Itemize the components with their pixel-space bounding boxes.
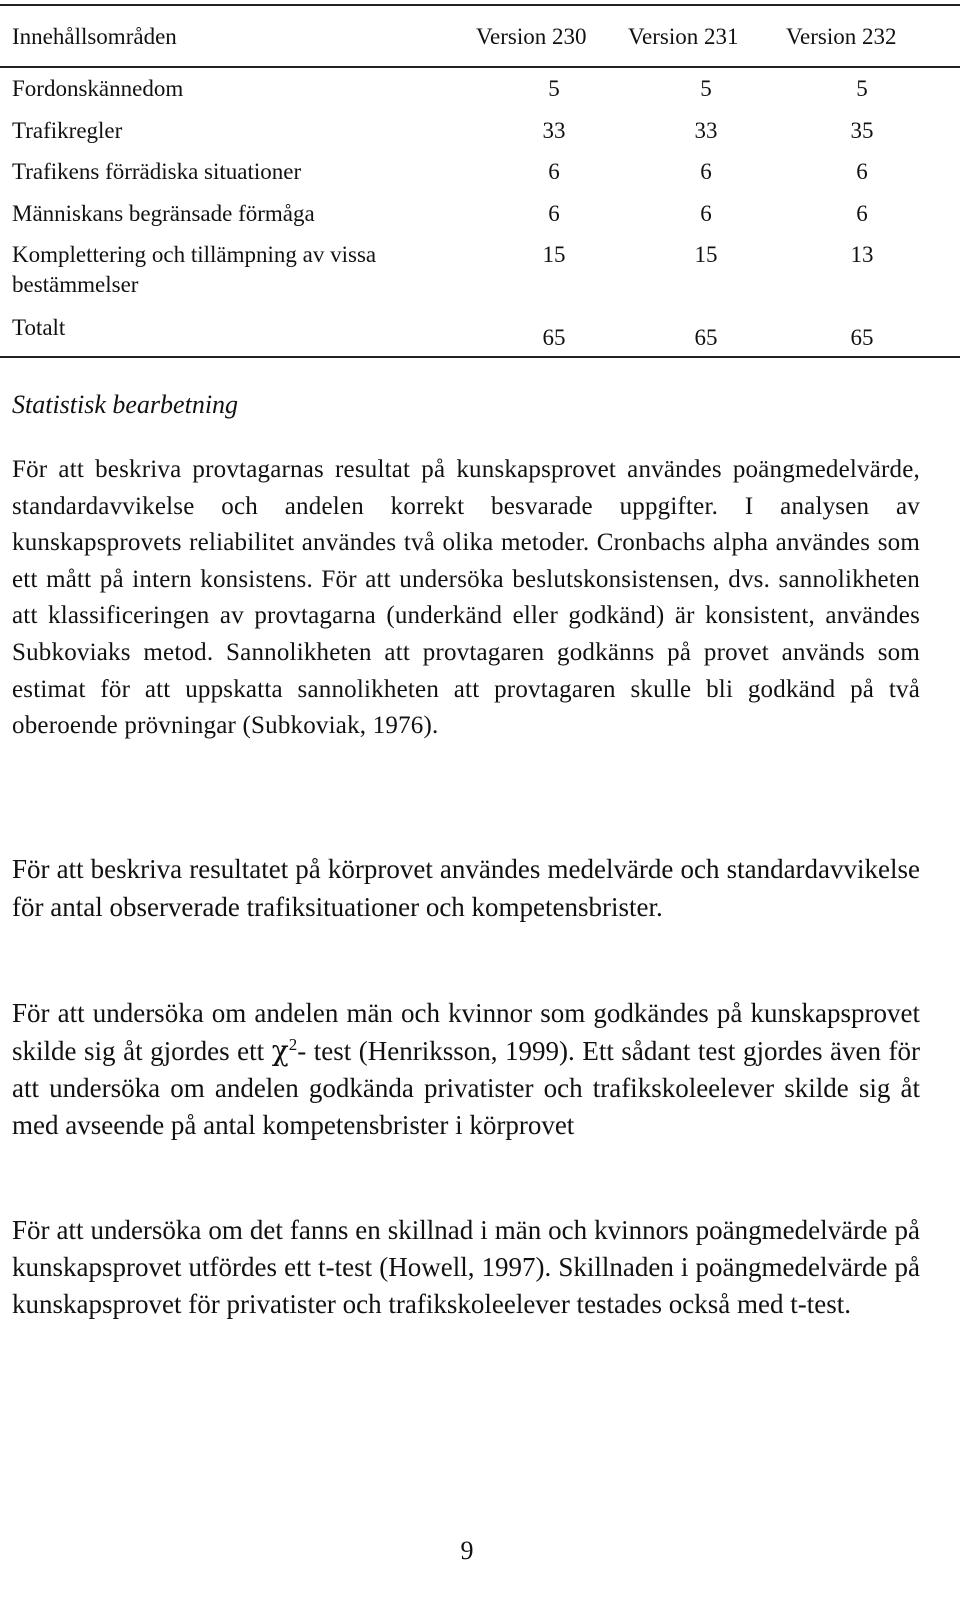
chi-symbol: χ: [271, 1034, 289, 1067]
row-value-231: 65: [694, 325, 718, 350]
header-version-231: Version 231: [628, 24, 739, 49]
row-label: Fordonskännedom: [12, 76, 184, 101]
row-value-230: 6: [548, 201, 560, 226]
section-heading: Statistisk bearbetning: [12, 390, 239, 419]
chi-superscript: 2: [288, 1035, 298, 1054]
paragraph-reliability: För att beskriva provtagarnas resultat på kunskapsprovet användes poängmedelvärde, standardavvikelse och andelen korrekt besvarade uppgifter. I analysen av kunskapsprovets reliabilitet användes två olika metoder. Cronbachs alpha användes som ett mått på intern konsistens. För att undersöka beslutskonsistensen, dvs. sannolikheten att klassificeringen av provtagarna (underkänd eller godkänd) är konsistent, användes Subkoviaks metod. Sannolikheten att provtagaren godkänns på provet används som estimat för att uppskatta sannolikheten att provtagaren skulle bli godkänd på två oberoende prövningar (Subkoviak, 1976).: [12, 456, 920, 740]
row-value-231: 33: [694, 118, 718, 143]
row-label-line2: bestämmelser: [12, 272, 139, 297]
page-number: 9: [460, 1536, 474, 1565]
row-value-231: 5: [700, 76, 712, 101]
row-label: Trafikregler: [12, 118, 123, 143]
paragraph-chi-square: [12, 995, 920, 1144]
chi-text-before: För att undersöka om andelen män och kvinnor som godkändes på kunskapsprovet skilde sig åt gjordes ett: [12, 998, 920, 1066]
row-label: Trafikens förrädiska situationer: [12, 159, 302, 184]
table-bottom-rule: [0, 356, 960, 358]
paragraph-t-test: För att undersöka om det fanns en skillnad i män och kvinnors poängmedelvärde på kunskapsprovet utfördes ett t-test (Howell, 1997). Skillnaden i poängmedelvärde på kunskapsprovet för privatister och trafikskoleelever testades också med t-test.: [12, 1215, 920, 1319]
row-value-230: 5: [548, 76, 560, 101]
row-value-230: 33: [542, 118, 566, 143]
row-value-232: 65: [850, 325, 874, 350]
row-value-231: 6: [700, 159, 712, 184]
row-value-230: 15: [542, 242, 566, 267]
header-version-230: Version 230: [476, 24, 587, 49]
row-value-230: 65: [542, 325, 566, 350]
header-version-232: Version 232: [786, 24, 897, 49]
row-value-231: 15: [694, 242, 718, 267]
row-value-232: 6: [856, 159, 868, 184]
row-label: Människans begränsade förmåga: [12, 201, 315, 226]
row-label: Totalt: [12, 315, 66, 340]
row-value-232: 35: [850, 118, 874, 143]
table-header-rule: [0, 66, 960, 68]
table-top-rule: [0, 4, 960, 6]
chi-text-after: - test (Henriksson, 1999). Ett sådant test gjordes även för att undersöka om andelen godkända privatister och trafikskoleelever skilde sig åt med avseende på antal kompetensbrister i körprovet: [12, 1036, 920, 1140]
row-value-230: 6: [548, 159, 560, 184]
row-value-232: 6: [856, 201, 868, 226]
paragraph-driving-test: För att beskriva resultatet på körprovet användes medelvärde och standardavvikelse för antal observerade trafiksituationer och kompetensbrister.: [12, 854, 920, 922]
row-value-231: 6: [700, 201, 712, 226]
row-label-line1: Komplettering och tillämpning av vissa: [12, 242, 377, 267]
row-value-232: 13: [850, 242, 874, 267]
row-value-232: 5: [856, 76, 868, 101]
header-content-areas: Innehållsområden: [12, 24, 177, 49]
